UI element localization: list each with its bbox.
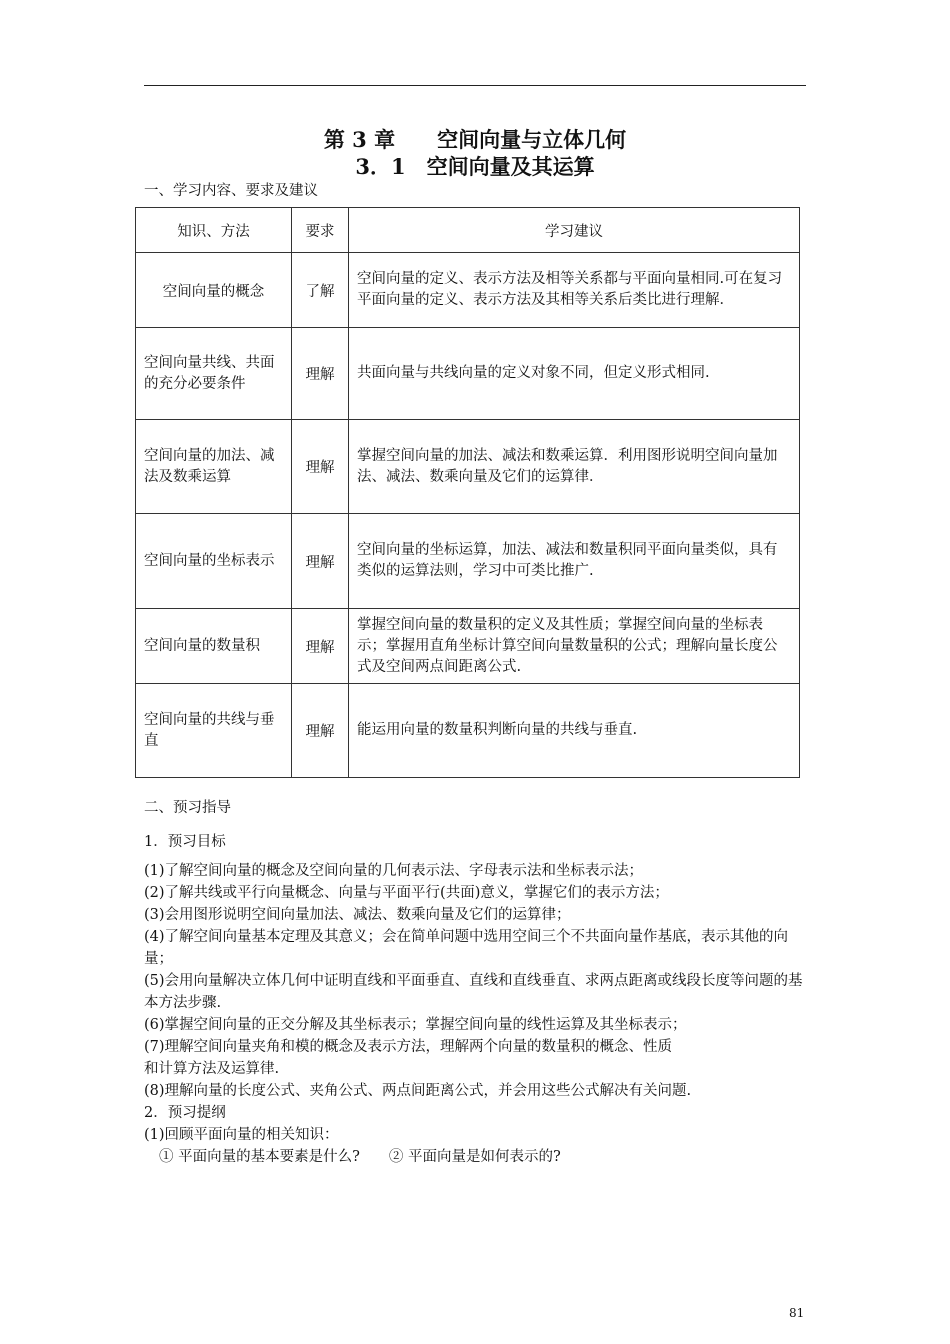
- advice-cell: 空间向量的坐标运算，加法、减法和数量积同平面向量类似，具有类似的运算法则，学习中可类比推广.: [349, 514, 800, 609]
- level-cell: 理解: [292, 328, 349, 420]
- table-row: [136, 420, 800, 514]
- topic-cell: 空间向量的数量积: [136, 609, 292, 684]
- level-cell: 了解: [292, 253, 349, 328]
- section-title: 3．1 空间向量及其运算: [355, 154, 595, 179]
- goals-list: [144, 860, 806, 1168]
- level-cell: 理解: [292, 609, 349, 684]
- goal-item: (2)了解共线或平行向量概念、向量与平面平行(共面)意义，掌握它们的表示方法；: [144, 885, 669, 901]
- topic-cell: 空间向量的概念: [136, 253, 292, 328]
- table-row: [136, 609, 800, 684]
- level-cell: 理解: [292, 514, 349, 609]
- topic-cell: 空间向量共线、共面的充分必要条件: [136, 328, 292, 420]
- header-rule: [144, 85, 806, 86]
- chapter-title: 第 3 章 空间向量与立体几何: [323, 127, 627, 152]
- goals-heading: 1．预习目标: [144, 834, 226, 850]
- outline-heading: 2．预习提纲: [144, 1105, 226, 1121]
- outline-item: (1)回顾平面向量的相关知识：: [144, 1127, 339, 1143]
- topic-cell: 空间向量的加法、减法及数乘运算: [136, 420, 292, 514]
- page-number: 81: [789, 1306, 805, 1320]
- advice-cell: 掌握空间向量的数量积的定义及其性质；掌握空间向量的坐标表示；掌握用直角坐标计算空间向量数量积的公式；理解向量长度公式及空间两点间距离公式.: [349, 609, 800, 684]
- topic-cell: 空间向量的共线与垂直: [136, 684, 292, 778]
- table-row: [136, 514, 800, 609]
- table-row: [136, 328, 800, 420]
- advice-cell: 掌握空间向量的加法、减法和数乘运算．利用图形说明空间向量加法、减法、数乘向量及它们的运算律．: [349, 420, 800, 514]
- goal-item: (3)会用图形说明空间向量加法、减法、数乘向量及它们的运算律；: [144, 907, 571, 923]
- level-cell: 理解: [292, 684, 349, 778]
- column-header: 要求: [292, 208, 349, 253]
- goal-item: (6)掌握空间向量的正交分解及其坐标表示；掌握空间向量的线性运算及其坐标表示；: [144, 1017, 687, 1033]
- table-row: [136, 253, 800, 328]
- goal-item: 和计算方法及运算律.: [144, 1061, 280, 1077]
- advice-cell: 能运用向量的数量积判断向量的共线与垂直.: [349, 684, 800, 778]
- goal-item: (8)理解向量的长度公式、夹角公式、两点间距离公式，并会用这些公式解决有关问题.: [144, 1083, 692, 1099]
- goal-item: (7)理解空间向量夹角和模的概念及表示方法，理解两个向量的数量积的概念、性质: [144, 1039, 673, 1055]
- topic-cell: 空间向量的坐标表示: [136, 514, 292, 609]
- table-row: [136, 684, 800, 778]
- column-header: 知识、方法: [136, 208, 292, 253]
- level-cell: 理解: [292, 420, 349, 514]
- advice-cell: 共面向量与共线向量的定义对象不同，但定义形式相同.: [349, 328, 800, 420]
- syllabus-table: [135, 207, 800, 778]
- table-header-row: [136, 208, 800, 253]
- goal-item: (5)会用向量解决立体几何中证明直线和平面垂直、直线和直线垂直、求两点距离或线段长度等问题的基本方法步骤.: [144, 973, 803, 1011]
- part1-heading: 一、学习内容、要求及建议: [144, 183, 318, 199]
- advice-cell: 空间向量的定义、表示方法及相等关系都与平面向量相同.可在复习平面向量的定义、表示方法及其相等关系后类比进行理解．: [349, 253, 800, 328]
- outline-questions: ① 平面向量的基本要素是什么? ② 平面向量是如何表示的?: [159, 1149, 561, 1165]
- goal-item: (1)了解空间向量的概念及空间向量的几何表示法、字母表示法和坐标表示法；: [144, 863, 644, 879]
- column-header: 学习建议: [349, 208, 800, 253]
- part2-heading: 二、预习指导: [144, 800, 231, 816]
- goal-item: (4)了解空间向量基本定理及其意义；会在简单问题中选用空间三个不共面向量作基底，表示其他的向量；: [144, 929, 789, 967]
